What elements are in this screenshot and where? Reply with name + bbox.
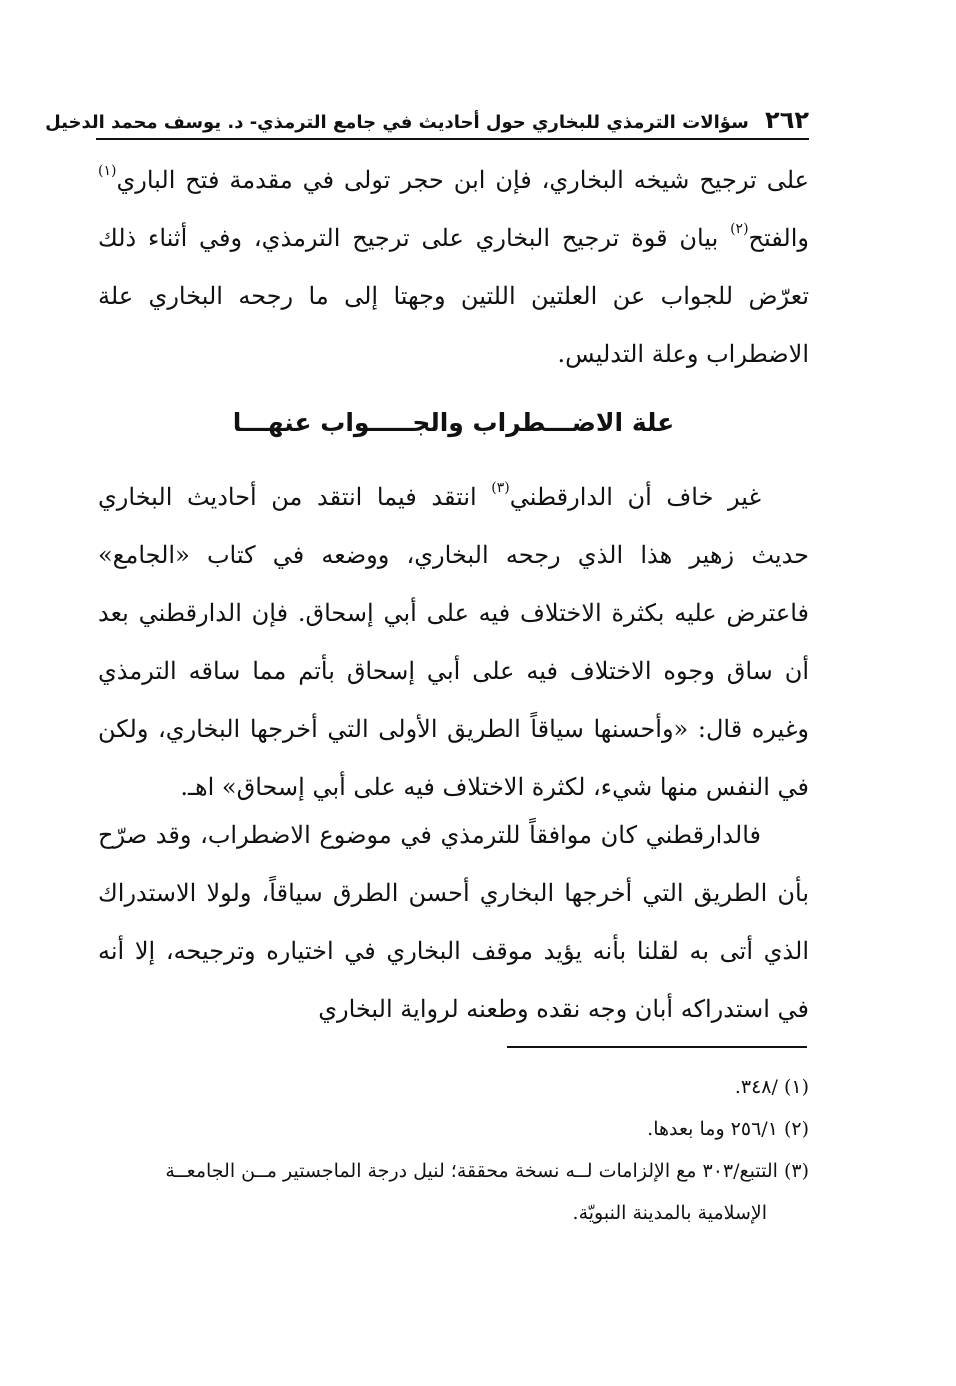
paragraph-1-text-part1: غير خاف أن الدارقطني [509,483,761,511]
paragraph-1-text-part2: انتقد فيما انتقد من أحاديث البخاري حديث زهير هذا الذي رجحه البخاري، ووضعه في كتاب «الجامع» فاعترض عليه بكثرة الاختلاف فيه على أبي إسحاق. فإن الدارقطني بعد أن ساق وجوه الاختلاف فيه على أبي إسحاق بأتم مما ساقه الترمذي وغيره قال: «وأحسنها سياقاً الطريق الأولى التي أخرجها البخاري، ولكن في النفس منها شيء، لكثرة الاختلاف فيه على أبي إسحاق» اهـ. [98,483,809,801]
intro-text-part1: على ترجيح شيخه البخاري، فإن ابن حجر تولى في مقدمة فتح الباري [116,166,809,194]
footnote-3-line-2: الإسلامية بالمدينة النبويّة. [572,1202,767,1224]
running-title: سؤالات الترمذي للبخاري حول أحاديث في جامع الترمذي- د. يوسف محمد الدخيل [45,112,749,133]
paragraph-1 [98,468,809,816]
footnote-ref-1: (١) [98,163,117,179]
header-rule [96,138,809,140]
footnote-ref-3: (٣) [491,480,510,496]
section-heading: علة الاضـــطراب والجـــــواب عنهـــا [232,408,675,437]
paragraph-2 [98,806,809,1038]
intro-paragraph [98,151,809,383]
running-header [45,100,809,140]
intro-text-part2: والفتح [748,224,809,252]
footnotes [98,1066,809,1234]
footnote-1: (١) /٣٤٨. [734,1076,809,1098]
paragraph-2-text: فالدارقطني كان موافقاً للترمذي في موضوع الاضطراب، وقد صرّح بأن الطريق التي أخرجها البخاري أحسن الطرق سياقاً، ولولا الاستدراك الذي أتى به لقلنا بأنه يؤيد موقف البخاري في اختياره وترجيحه، إلا أنه في استدراكه أبان وجه نقده وطعنه لرواية البخاري [98,821,809,1023]
footnote-ref-2: (٢) [730,221,749,237]
intro-text-part3: بيان قوة ترجيح البخاري على ترجيح الترمذي، وفي أثناء ذلك تعرّض للجواب عن العلتين اللتين وجهتا إلى ما رجحه البخاري علة الاضطراب وعلة التدليس. [98,224,809,368]
footnote-3-line-1: (٣) التتبع/٣٠٣ مع الإلزامات لــه نسخة محققة؛ لنيل درجة الماجستير مــن الجامعــة [165,1160,809,1182]
footnote-2: (٢) ٢٥٦/١ وما بعدها. [647,1118,809,1140]
page-number: ٢٦٢ [765,106,809,134]
footnote-rule [507,1046,807,1048]
